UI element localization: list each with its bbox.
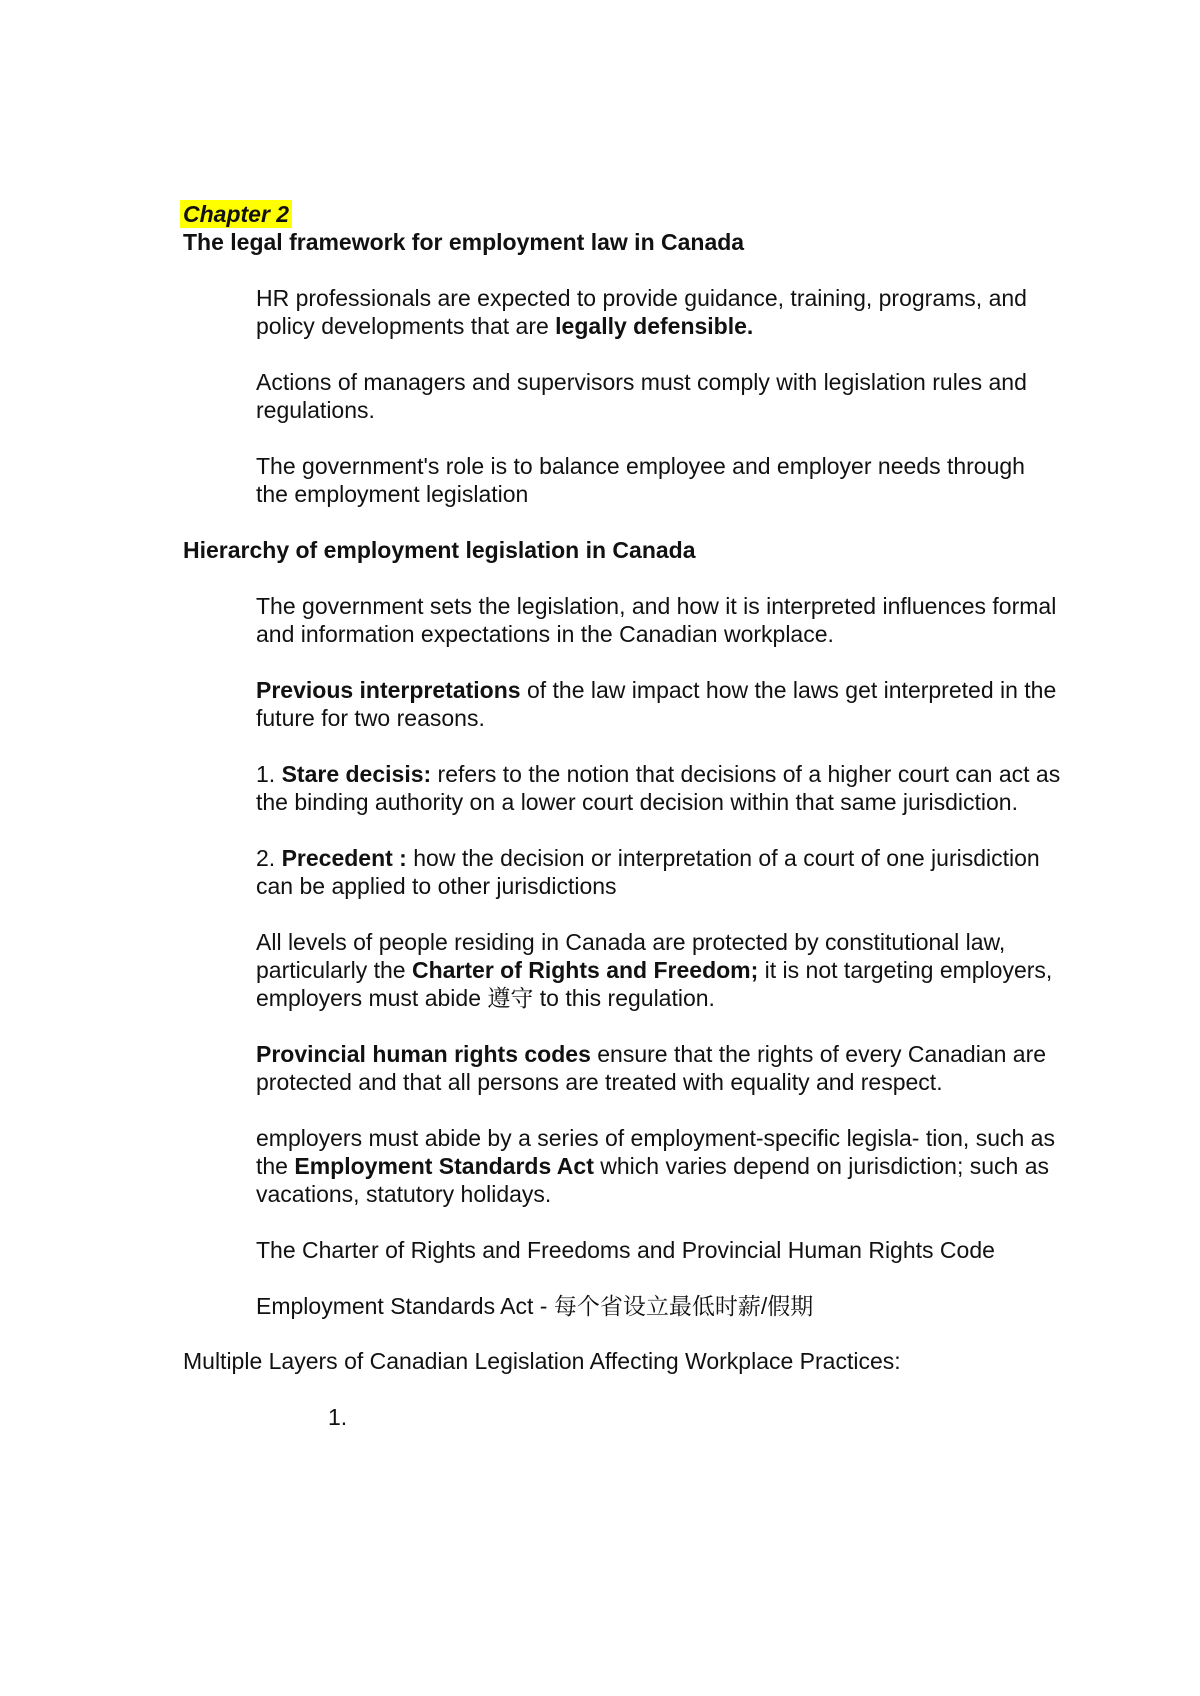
- esa-note-text: Employment Standards Act -: [256, 1293, 554, 1319]
- intro-paragraph-2: Actions of managers and supervisors must comply with legislation rules and regulations.: [256, 369, 1027, 423]
- list-item-precedent: [256, 844, 1063, 900]
- hierarchy-paragraph-1: The government sets the legislation, and how it is interpreted influences formal and information expectations in the Canadian workplace.: [256, 593, 1057, 647]
- intro-paragraph-1: [256, 284, 1063, 340]
- item2-term: Precedent :: [281, 845, 407, 871]
- intro-p1-bold: legally defensible.: [555, 313, 754, 339]
- intro-section: [256, 284, 1063, 508]
- charter-text-2: it is not targeting employers, employers must abide: [256, 957, 1053, 1011]
- charter-text-3: to this regulation.: [533, 985, 715, 1011]
- hierarchy-paragraph-2: [256, 676, 1063, 732]
- section-heading-hierarchy: Hierarchy of employment legislation in Canada: [183, 537, 696, 563]
- multiple-layers-heading: Multiple Layers of Canadian Legislation Affecting Workplace Practices:: [183, 1348, 901, 1374]
- charter-and-codes-line: The Charter of Rights and Freedoms and Provincial Human Rights Code: [256, 1237, 995, 1263]
- intro-p1-text: HR professionals are expected to provide guidance, training, programs, and policy developments that are: [256, 285, 1027, 339]
- previous-interpretations-bold: Previous interpretations: [256, 677, 521, 703]
- list-item-stare-decisis: [256, 760, 1063, 816]
- charter-text-1: All levels of people residing in Canada are protected by constitutional law, particularly the: [256, 929, 1006, 983]
- list-number: 1.: [328, 1404, 348, 1430]
- charter-cjk: 遵守: [487, 985, 534, 1011]
- employment-standards-paragraph: [256, 1124, 1063, 1208]
- item1-term: Stare decisis:: [281, 761, 432, 787]
- esa-text-2: which varies depend on jurisdiction; such as vacations, statutory holidays.: [256, 1153, 1049, 1207]
- chapter-label: [183, 200, 1063, 228]
- esa-chinese-note: [256, 1292, 1063, 1320]
- document-title: The legal framework for employment law in Canada: [183, 229, 745, 255]
- hierarchy-section: [256, 592, 1063, 1320]
- esa-bold: Employment Standards Act: [294, 1153, 594, 1179]
- document-page: [183, 200, 1063, 1431]
- item1-text: refers to the notion that decisions of a higher court can act as the binding authority on a lower court decision within that same jurisdiction.: [256, 761, 1061, 815]
- provincial-codes-bold: Provincial human rights codes: [256, 1041, 591, 1067]
- esa-note-cjk: 每个省设立最低时薪/假期: [553, 1293, 814, 1319]
- provincial-codes-paragraph: [256, 1040, 1063, 1096]
- provincial-codes-text: ensure that the rights of every Canadian are protected and that all persons are treated with equality and respect.: [256, 1041, 1047, 1095]
- item2-text: how the decision or interpretation of a court of one jurisdiction can be applied to other jurisdictions: [256, 845, 1040, 899]
- intro-paragraph-3: The government's role is to balance employee and employer needs through the employment legislation: [256, 453, 1025, 507]
- esa-text-1: employers must abide by a series of employment-specific legisla- tion, such as the: [256, 1125, 1055, 1179]
- previous-interpretations-text: of the law impact how the laws get interpreted in the future for two reasons.: [256, 677, 1057, 731]
- charter-bold: Charter of Rights and Freedom;: [411, 957, 759, 983]
- charter-paragraph: [256, 928, 1063, 1012]
- chapter-highlight: Chapter 2: [180, 200, 292, 228]
- item2-number: 2.: [256, 845, 282, 871]
- item1-number: 1.: [256, 761, 282, 787]
